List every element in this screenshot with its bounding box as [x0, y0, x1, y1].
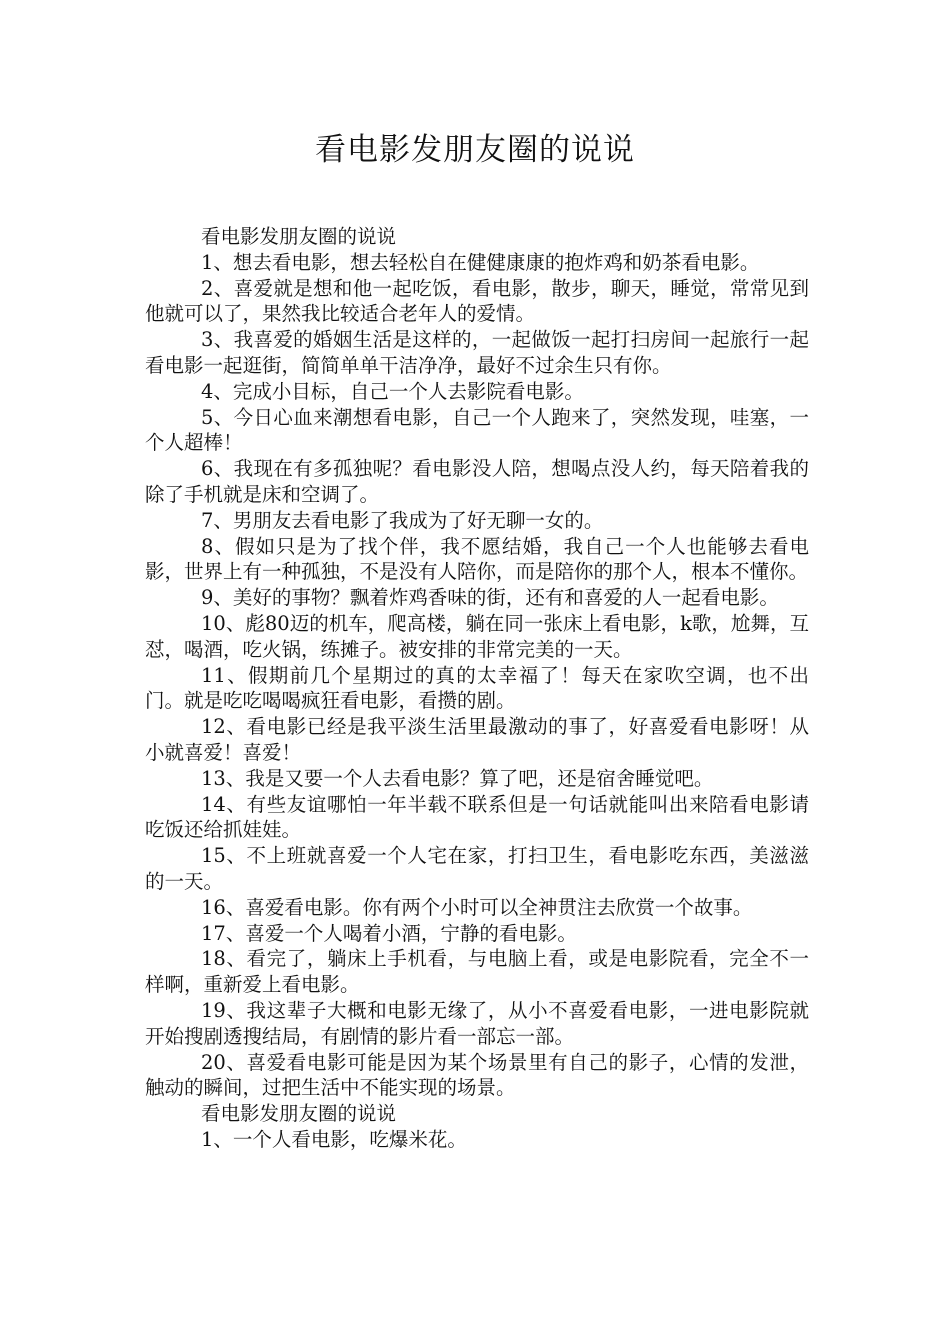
document-title: 看电影发朋友圈的说说 [315, 132, 635, 168]
paragraph: 6、我现在有多孤独呢？看电影没人陪，想喝点没人约，每天陪着我的除了手机就是床和空调了。 [145, 457, 809, 506]
paragraph: 9、美好的事物？飘着炸鸡香味的街，还有和喜爱的人一起看电影。 [201, 586, 779, 610]
paragraph: 19、我这辈子大概和电影无缘了，从小不喜爱看电影，一进电影院就开始搜剧透搜结局，有剧情的影片看一部忘一部。 [145, 998, 809, 1048]
paragraph: 看电影发朋友圈的说说 [201, 1102, 397, 1126]
paragraph: 13、我是又要一个人去看电影？算了吧，还是宿舍睡觉吧。 [201, 766, 714, 790]
paragraph: 17、喜爱一个人喝着小酒，宁静的看电影。 [201, 921, 577, 945]
paragraph: 3、我喜爱的婚姻生活是这样的，一起做饭一起打扫房间一起旅行一起看电影一起逛街，简简单单干洁净净，最好不过余生只有你。 [145, 328, 809, 377]
paragraph: 10、彪80迈的机车，爬高楼，躺在同一张床上看电影，k歌，尬舞，互怼，喝酒，吃火锅，练摊子。被安排的非常完美的一天。 [145, 611, 809, 661]
paragraph: 5、今日心血来潮想看电影，自己一个人跑来了，突然发现，哇塞，一个人超棒！ [145, 405, 809, 455]
paragraph: 8、假如只是为了找个伴，我不愿结婚，我自己一个人也能够去看电影，世界上有一种孤独，不是没有人陪你，而是陪你的那个人，根本不懂你。 [145, 534, 809, 584]
paragraph: 14、有些友谊哪怕一年半载不联系但是一句话就能叫出来陪看电影请吃饭还给抓娃娃。 [145, 792, 809, 842]
paragraph: 12、看电影已经是我平淡生活里最激动的事了，好喜爱看电影呀！从小就喜爱！喜爱！ [145, 715, 809, 764]
paragraph: 看电影发朋友圈的说说 [201, 225, 397, 248]
paragraph: 2、喜爱就是想和他一起吃饭，看电影，散步，聊天，睡觉，常常见到他就可以了，果然我比较适合老年人的爱情。 [145, 276, 809, 326]
document-body [145, 224, 809, 1153]
paragraph: 4、完成小目标，自己一个人去影院看电影。 [201, 379, 584, 403]
paragraph: 18、看完了，躺床上手机看，与电脑上看，或是电影院看，完全不一样啊，重新爱上看电影。 [145, 947, 809, 997]
paragraph: 15、不上班就喜爱一个人宅在家，打扫卫生，看电影吃东西，美滋滋的一天。 [145, 844, 809, 893]
paragraph: 20、喜爱看电影可能是因为某个场景里有自己的影子，心情的发泄，触动的瞬间，过把生活中不能实现的场景。 [145, 1050, 809, 1100]
paragraph: 1、想去看电影，想去轻松自在健健康康的抱炸鸡和奶茶看电影。 [201, 250, 760, 274]
paragraph: 11、假期前几个星期过的真的太幸福了！每天在家吹空调，也不出门。就是吃吃喝喝疯狂看电影，看攒的剧。 [145, 663, 809, 713]
paragraph: 7、男朋友去看电影了我成为了好无聊一女的。 [201, 508, 604, 532]
paragraph: 1、一个人看电影，吃爆米花。 [201, 1127, 467, 1151]
paragraph: 16、喜爱看电影。你有两个小时可以全神贯注去欣赏一个故事。 [201, 895, 753, 919]
